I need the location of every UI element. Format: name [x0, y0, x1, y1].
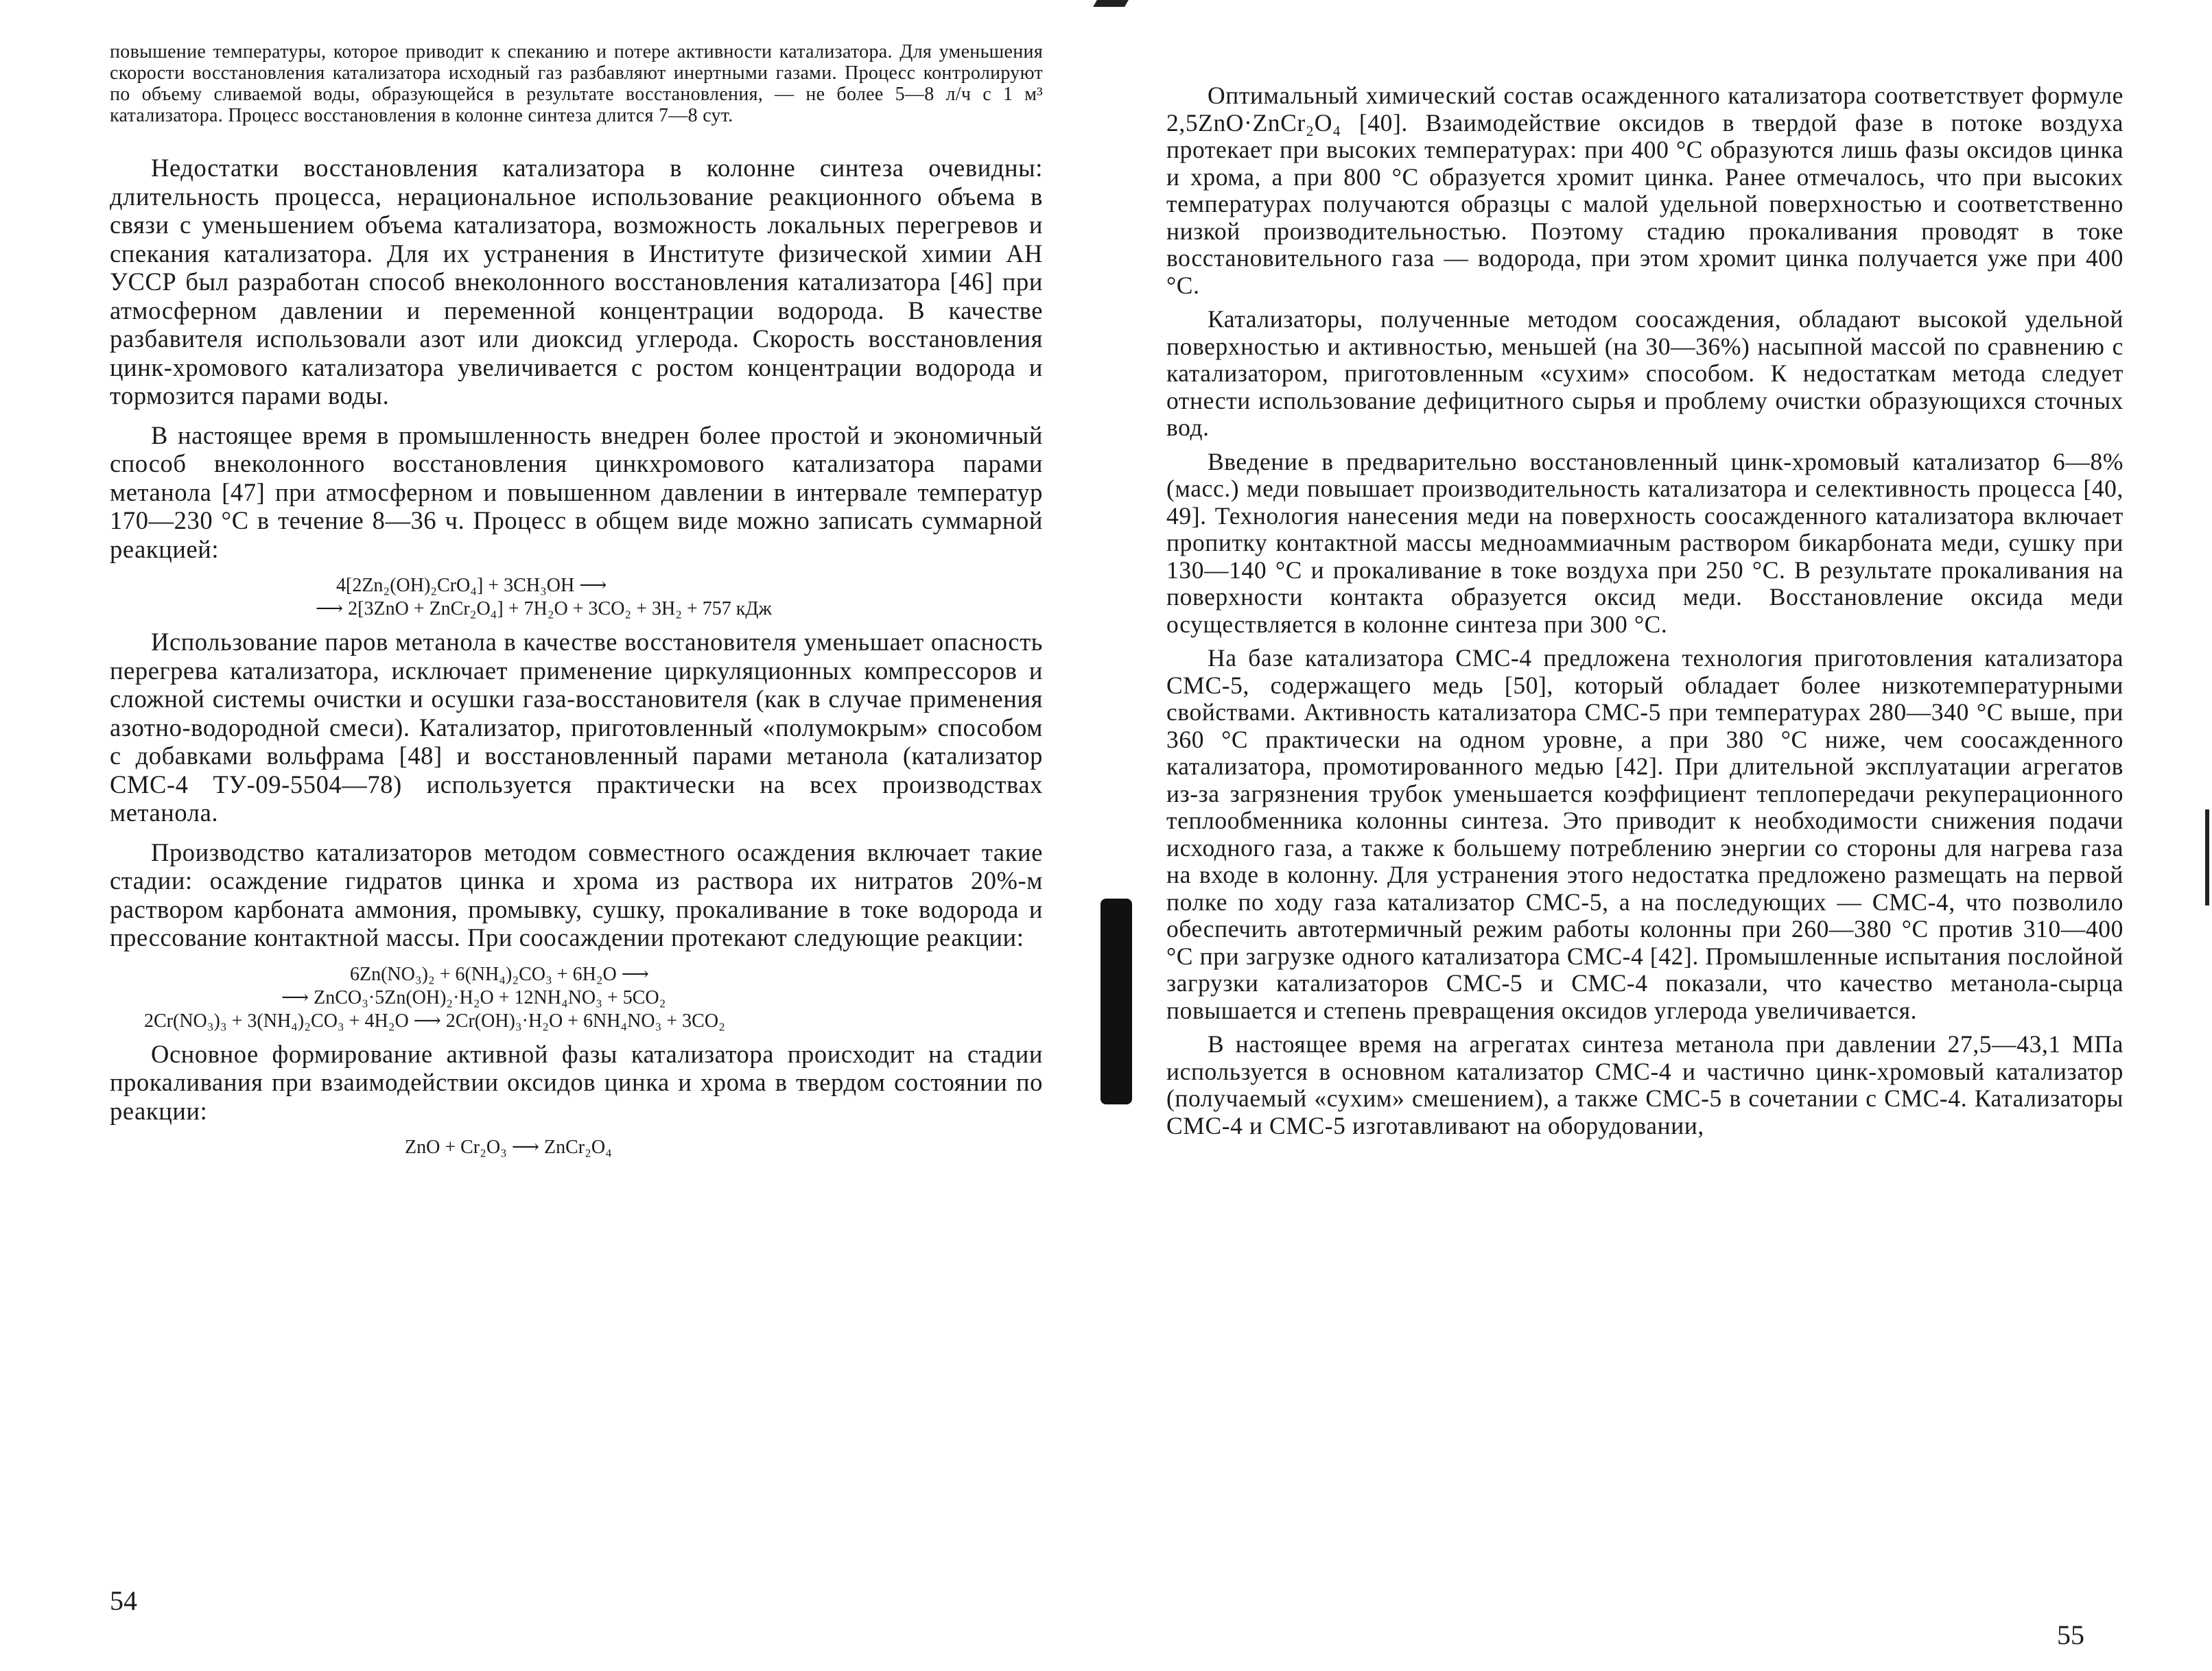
spine-shadow [1101, 899, 1132, 1104]
page-number: 55 [2057, 1620, 2084, 1650]
left-text-column [110, 41, 1043, 1166]
equation-line: 4[2Zn₂(OH)₂CrO₄] + 3CH₃OH ⟶ [336, 575, 607, 596]
paragraph: В настоящее время на агрегатах синтеза метанола при давлении 27,5—43,1 МПа используется в основном катализатор СМС-4 и частично цинк-хромовый катализатор (получаемый «сухим» смешением), а также СМС-5 в сочетании с СМС-4. Катализаторы СМС-4 и СМС-5 изготавливают на оборудовании, [1166, 1030, 2123, 1139]
equation-line: ⟶ ZnCO₃·5Zn(OH)₂·H₂O + 12NH₄NO₃ + 5CO₂ [281, 986, 666, 1008]
equation-line: ZnO + Cr₂O₃ ⟶ ZnCr₂O₄ [405, 1137, 612, 1158]
paragraph: В настоящее время в промышленность внедрен более простой и экономичный способ внеколонного восстановления цинкхромового катализатора парами метанола [47] при атмосферном и повышенном давлении в интервале температур 170—230 °С в течение 8—36 ч. Процесс в общем виде можно записать суммарной реакцией: [110, 420, 1043, 563]
paragraph: Оптимальный химический состав осажденного катализатора соответствует формуле 2,5ZnO·ZnCr₂O₄ [40]. Взаимодействие оксидов в твердой фазе в потоке воздуха протекает при высоких температурах: при 400 °С образуются лишь фазы оксидов цинка и хрома, а при 800 °С образуется хромит цинка. Ранее отмечалось, что при высоких температурах получаются образцы с малой удельной поверхностью и соответственно низкой производительностью. Поэтому стадию прокаливания проводят в токе восстановительного газа — водорода, при этом хромит цинка получается уже при 400 °С. [1166, 82, 2123, 299]
equation-line: 2Cr(NO₃)₃ + 3(NH₄)₂CO₃ + 4H₂O ⟶ 2Cr(OH)₃·H₂O + 6NH₄NO₃ + 3CO₂ [144, 1010, 725, 1032]
page-number: 54 [110, 1585, 137, 1616]
paragraph: Использование паров метанола в качестве восстановителя уменьшает опасность перегрева катализатора, исключает применение циркуляционных компрессоров и сложной системы очистки и осушки газа-восстановителя (как в случае применения азотно-водородной смеси). Катализатор, приготовленный «полумокрым» способом с добавками вольфрама [48] и восстановленный парами метанола (катализатор СМС-4 ТУ-09-5504—78) используется практически на всех производствах метанола. [110, 628, 1043, 827]
paragraph: Недостатки восстановления катализатора в колонне синтеза очевидны: длительность процесса, нерациональное использование реакционного объема в связи с уменьшением объема катализатора, возможность локальных перегревов и спекания катализатора. Для их устранения в Институте физической химии АН УССР был разработан способ внеколонного восстановления катализатора [46] при атмосферном давлении и переменной концентрации водорода. В качестве разбавителя использовали азот или диоксид углерода. Скорость восстановления цинк-хромового катализатора увеличивается с ростом концентрации водорода и тормозится парами воды. [110, 154, 1043, 410]
right-edge-mark [2205, 809, 2209, 905]
equation-block [110, 963, 1043, 1033]
equation-line: 6Zn(NO₃)₂ + 6(NH₄)₂CO₃ + 6H₂O ⟶ [350, 963, 649, 985]
paragraph: Катализаторы, полученные методом соосаждения, обладают высокой удельной поверхностью и активностью, меньшей (на 30—36%) насыпной массой по сравнению с катализатором, приготовленным «сухим» способом. К недостаткам метода следует отнести использование дефицитного сырья и проблему очистки образующихся сточных вод. [1166, 305, 2123, 441]
spine-top-mark [1093, 0, 1129, 7]
paragraph: Основное формирование активной фазы катализатора происходит на стадии прокаливания при взаимодействии оксидов цинка и хрома в твердом состоянии по реакции: [110, 1039, 1043, 1125]
paragraph: Введение в предварительно восстановленный цинк-хромовый катализатор 6—8% (масс.) меди повышает производительность катализатора и селективность процесса [40, 49]. Технология нанесения меди на поверхность соосажденного катализатора включает пропитку контактной массы медноаммиачным раствором бикарбоната меди, сушку при 130—140 °С и прокаливание в токе воздуха при 250 °С. В результате прокаливания на поверхности контакта образуется оксид меди. Восстановление оксида меди осуществляется в колонне синтеза при 300 °С. [1166, 447, 2123, 638]
right-page [1098, 0, 2212, 1671]
equation-line: ⟶ 2[3ZnO + ZnCr₂O₄] + 7H₂O + 3CO₂ + 3H₂ + 757 кДж [316, 598, 772, 619]
equation-block [110, 1136, 1043, 1159]
left-page [0, 0, 1098, 1671]
paragraph: На базе катализатора СМС-4 предложена технология приготовления катализатора СМС-5, содержащего медь [50], который обладает более низкотемпературными свойствами. Активность катализатора СМС-5 при температурах 280—340 °С выше, при 360 °С практически на одном уровне, а при 380 °С ниже, чем соосажденного катализатора, промотированного медью [42]. При длительной эксплуатации агрегатов из-за загрязнения трубок уменьшается коэффициент теплопередачи рекуперационного теплообменника колонны синтеза. Это приводит к необходимости снижения подачи исходного газа, а также к большему потреблению энергии со стороны для нагрева газа на входе в колонну. Для устранения этого недостатка предложено размещать на первой полке по ходу газа катализатор СМС-5, а на последующих — СМС-4, что позволило обеспечить автотермичный режим работы колонны при 260—380 °С против 310—400 °С при загрузке одного катализатора СМС-4 [42]. Промышленные испытания послойной загрузки катализаторов СМС-5 и СМС-4 показали, что качество метанола-сырца повышается и степень превращения оксидов углерода увеличивается. [1166, 644, 2123, 1024]
paragraph: Производство катализаторов методом совместного осаждения включает такие стадии: осаждение гидратов цинка и хрома из раствора их нитратов 20%-м раствором карбоната аммония, промывку, сушку, прокаливание в токе водорода и прессование контактной массы. При соосаждении протекают следующие реакции: [110, 838, 1043, 951]
equation-block [110, 574, 1043, 621]
footnote-continuation: повышение температуры, которое приводит к спеканию и потере активности катализатора. Для уменьшения скорости восстановления катализатора исходный газ разбавляют инертными газами. Процесс контролируют по объему сливаемой воды, образующейся в результате восстановления, — не более 5—8 л/ч с 1 м³ катализатора. Процесс восстановления в колонне синтеза длится 7—8 сут. [110, 41, 1043, 126]
right-text-column [1166, 82, 2123, 1146]
